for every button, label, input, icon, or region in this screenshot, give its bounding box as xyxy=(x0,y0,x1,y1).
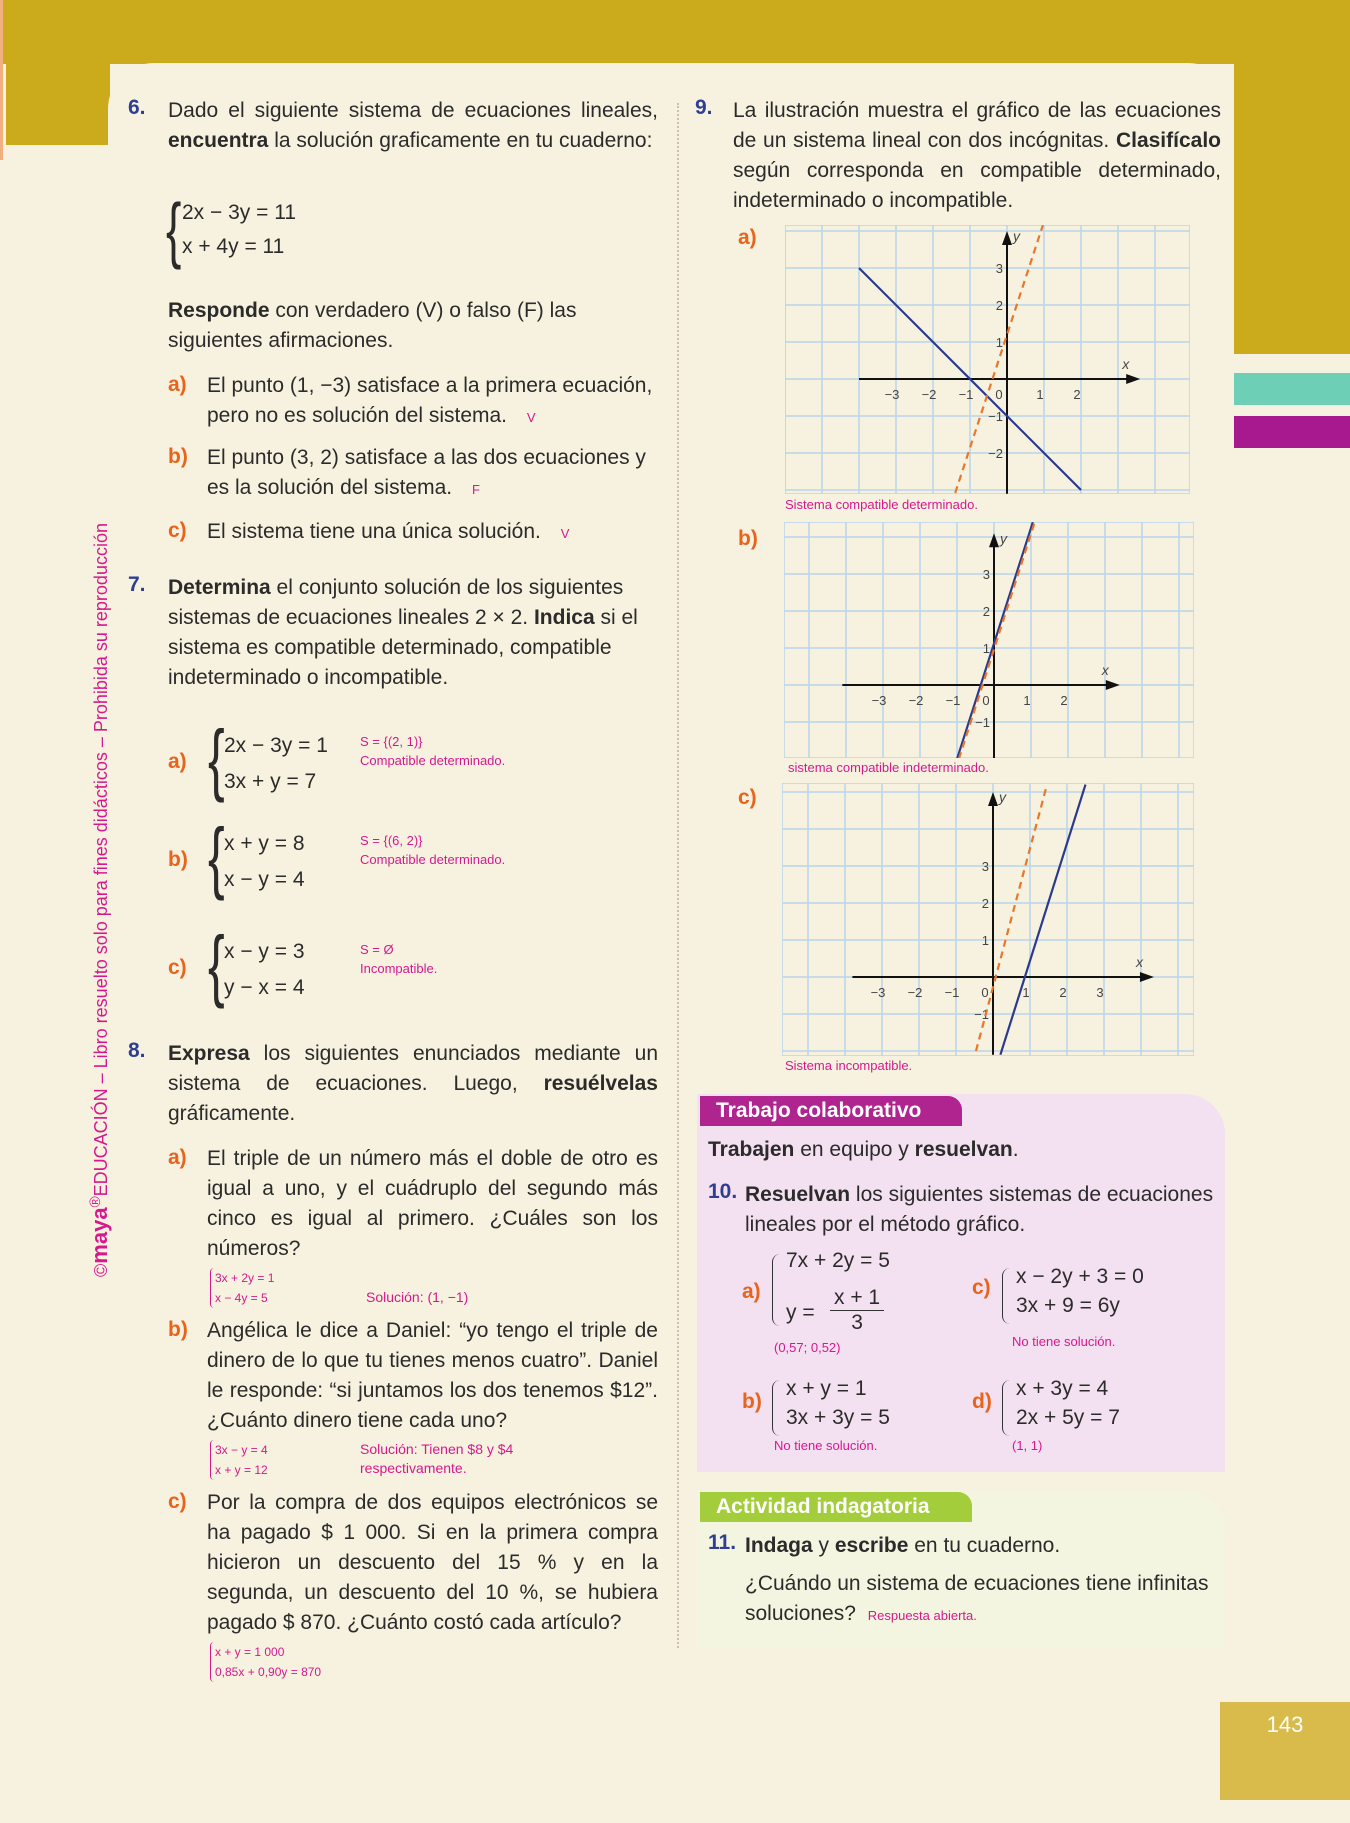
y-axis-label: y xyxy=(1013,228,1020,244)
q8c-system xyxy=(210,1642,321,1682)
brace-icon xyxy=(772,1254,780,1326)
q9-t1: La ilustración muestra el gráfico de las ecuaciones de un sistema lineal con dos incógnitas. xyxy=(733,99,1221,152)
x-tick-label: −2 xyxy=(907,985,923,1000)
eq-line: x + y = 12 xyxy=(215,1463,268,1477)
q11-number: 11. xyxy=(708,1531,737,1554)
answer-class: Incompatible. xyxy=(360,961,438,976)
q6-number: 6. xyxy=(128,96,146,119)
x-tick-label: −3 xyxy=(884,387,900,402)
eq-line: y − x = 4 xyxy=(224,976,305,999)
item-text: Por la compra de dos equipos electrónicos se ha pagado $ 1 000. Si en la primera compra hicieron un descuento del 15 % y en la segunda, un descuento del 10 %, se hubiera pagado $ 870. ¿Cuánto costó cada artículo? xyxy=(207,1491,658,1634)
y-tick-label: 2 xyxy=(995,298,1003,313)
eq-line: 7x + 2y = 5 xyxy=(786,1249,890,1272)
q8-t2: gráficamente. xyxy=(168,1102,296,1125)
q8b-system xyxy=(210,1440,268,1480)
bold: escribe xyxy=(834,1534,909,1557)
right-tab-teal xyxy=(1234,373,1350,405)
item-answer: (0,57; 0,52) xyxy=(774,1340,841,1355)
eq-line: 3x + 3y = 5 xyxy=(786,1406,890,1429)
column-divider xyxy=(677,103,679,1648)
x-axis-arrow-icon xyxy=(1106,680,1120,690)
y-tick-label: −1 xyxy=(974,1007,989,1022)
graph-a-letter: a) xyxy=(738,226,757,249)
q8-item-a xyxy=(168,1144,658,1310)
y-tick-label: −1 xyxy=(975,715,990,730)
item-letter: d) xyxy=(972,1390,992,1413)
numerator: x + 1 xyxy=(830,1286,884,1311)
x-tick-label: −3 xyxy=(870,985,886,1000)
item-answer: F xyxy=(471,482,480,497)
item-letter: c) xyxy=(168,519,187,542)
y-tick-label: 3 xyxy=(982,567,990,582)
brace-icon xyxy=(772,1380,780,1436)
y-axis-arrow-icon xyxy=(989,533,999,547)
x-axis-arrow-icon xyxy=(1126,374,1140,384)
q8-item-b xyxy=(168,1316,658,1482)
responde-bold: Responde xyxy=(168,299,270,322)
y-tick-label: 1 xyxy=(981,933,989,948)
text: los siguientes sistemas de ecuaciones lineales por el método gráfico. xyxy=(745,1183,1214,1236)
q8-number: 8. xyxy=(128,1039,146,1062)
q9-text xyxy=(733,96,1221,216)
bold: Resuelvan xyxy=(745,1183,851,1206)
eq-line: x + 3y = 4 xyxy=(1016,1377,1109,1400)
q8-text xyxy=(168,1039,658,1129)
eq-line: x + y = 1 000 xyxy=(215,1645,285,1659)
item-answer: V xyxy=(560,526,570,541)
graph-b-caption: sistema compatible indeterminado. xyxy=(788,760,989,775)
q7-text xyxy=(168,573,658,693)
answer-set: S = Ø xyxy=(360,942,394,957)
x-tick-label: 1 xyxy=(1022,985,1030,1000)
q6-item-c xyxy=(168,517,658,547)
item-letter: a) xyxy=(742,1280,761,1303)
eq-line: x − 2y + 3 = 0 xyxy=(1016,1265,1144,1288)
y-tick-label: −2 xyxy=(988,446,1003,461)
x-tick-label: 3 xyxy=(1096,985,1104,1000)
x-tick-label: 0 xyxy=(982,693,990,708)
q6-eq1: 2x − 3y = 11 xyxy=(182,201,297,224)
brand-logo: maya xyxy=(87,1207,112,1264)
text: y xyxy=(812,1534,835,1557)
graph-c-letter: c) xyxy=(738,786,757,809)
right-tab-magenta xyxy=(1234,416,1350,448)
item-text: El triple de un número más el doble de otro es igual a uno, y el cuádruplo del segundo más cinco es igual al primero. ¿Cuáles son los números? xyxy=(207,1147,658,1260)
copyright-credit xyxy=(87,523,113,1277)
brace-icon xyxy=(1002,1268,1010,1324)
q8-bold2: resuélvelas xyxy=(543,1072,658,1095)
q6-bold: encuentra xyxy=(168,129,269,152)
bold: Indaga xyxy=(745,1534,813,1557)
denominator: 3 xyxy=(851,1311,863,1334)
item-letter: b) xyxy=(168,1318,188,1341)
right-tab-gold xyxy=(1234,0,1350,354)
q11-answer: Respuesta abierta. xyxy=(867,1608,977,1623)
top-banner xyxy=(0,0,1350,64)
q7-item-b xyxy=(168,812,658,902)
credit-text: EDUCACIÓN – Libro resuelto solo para fines didácticos – Prohibida su reproducción xyxy=(91,523,111,1197)
q6-t1: Dado el siguiente sistema de ecuaciones lineales, xyxy=(168,99,658,122)
q7-bold2: Indica xyxy=(533,606,595,629)
item-letter: a) xyxy=(168,373,187,396)
q6-item-b xyxy=(168,443,658,503)
item-answer: No tiene solución. xyxy=(774,1438,878,1453)
q8-item-c xyxy=(168,1488,658,1684)
text: en equipo y xyxy=(794,1138,915,1161)
brace-icon: { xyxy=(208,920,225,1010)
item-text: El punto (3, 2) satisface a las dos ecuaciones y es la solución del sistema. xyxy=(207,446,646,499)
x-axis-label: x xyxy=(1135,954,1143,970)
answer-line: respectivamente. xyxy=(360,1460,467,1476)
q6-eq2: x + 4y = 11 xyxy=(182,235,285,258)
eq-line: 0,85x + 0,90y = 870 xyxy=(215,1665,322,1679)
graph-a xyxy=(785,225,1190,494)
y-tick-label: 3 xyxy=(981,859,989,874)
dashed-equation-line xyxy=(976,785,1047,1051)
y-tick-label: 2 xyxy=(982,604,990,619)
answer-set: S = {(6, 2)} xyxy=(360,833,423,848)
x-tick-label: −1 xyxy=(945,693,961,708)
x-axis-label: x xyxy=(1122,356,1130,372)
answer-class: Compatible determinado. xyxy=(360,753,506,768)
answer-set: S = {(2, 1)} xyxy=(360,734,423,749)
q7-number: 7. xyxy=(128,573,146,596)
item-answer: (1, 1) xyxy=(1012,1438,1043,1453)
x-tick-label: 2 xyxy=(1059,985,1067,1000)
y-axis-label: y xyxy=(1000,530,1007,547)
brace-icon xyxy=(1002,1380,1010,1436)
q9-t2: según corresponda en compatible determinado, indeterminado o incompatible. xyxy=(733,159,1221,212)
x-tick-label: 2 xyxy=(1073,387,1081,402)
eq-line: 3x + 2y = 1 xyxy=(215,1271,275,1285)
eq-line: 3x − y = 4 xyxy=(215,1443,268,1457)
q7-item-c xyxy=(168,920,658,1010)
x-tick-label: 1 xyxy=(1023,693,1031,708)
eq-line: 2x + 5y = 7 xyxy=(1016,1406,1120,1429)
q6-system xyxy=(166,187,297,271)
graph-b xyxy=(784,522,1194,758)
q7-t1: el conjunto solución de los siguientes sistemas de ecuaciones lineales 2 × 2. xyxy=(168,576,624,629)
q10-text xyxy=(745,1180,1215,1240)
brace-icon: { xyxy=(208,714,225,804)
fraction xyxy=(830,1286,884,1335)
q8b-answer xyxy=(360,1440,513,1478)
left-corner-banner xyxy=(6,0,110,145)
registered-symbol: ® xyxy=(87,1196,104,1208)
item-letter: b) xyxy=(168,848,188,871)
bold: resuelvan xyxy=(914,1138,1013,1161)
graph-a-caption: Sistema compatible determinado. xyxy=(785,497,978,512)
y-axis-label: y xyxy=(999,789,1006,805)
x-tick-label: −3 xyxy=(871,693,887,708)
trabajo-intro xyxy=(708,1135,1019,1165)
item-letter: a) xyxy=(168,750,187,773)
x-tick-label: −1 xyxy=(958,387,974,402)
eq-line: 2x − 3y = 1 xyxy=(224,734,328,757)
eq-line: x + y = 1 xyxy=(786,1377,867,1400)
left-edge-line xyxy=(0,0,3,160)
answer-line: Solución: Tienen $8 y $4 xyxy=(360,1441,514,1457)
y-axis-arrow-icon xyxy=(988,792,998,806)
bold: Trabajen xyxy=(708,1138,795,1161)
q8-items xyxy=(168,1144,658,1690)
x-tick-label: 0 xyxy=(995,387,1003,402)
q6-text xyxy=(168,96,658,156)
trabajo-colaborativo-header: Trabajo colaborativo xyxy=(700,1096,962,1126)
answer-class: Compatible determinado. xyxy=(360,852,506,867)
graph-c xyxy=(782,783,1194,1056)
page-number: 143 xyxy=(1220,1702,1350,1800)
eq-line: 3x + y = 7 xyxy=(224,770,317,793)
q6-responde xyxy=(168,296,658,356)
x-axis-label: x xyxy=(1101,662,1109,678)
brace-icon: { xyxy=(166,187,182,271)
graph-b-letter: b) xyxy=(738,527,758,550)
item-letter: c) xyxy=(972,1276,991,1299)
q8-t1: los siguientes enunciados mediante un sistema de ecuaciones. Luego, xyxy=(168,1042,658,1095)
q8-bold1: Expresa xyxy=(168,1042,250,1065)
text: . xyxy=(1012,1138,1019,1161)
eq-line: 3x + 9 = 6y xyxy=(1016,1294,1120,1317)
text: en tu cuaderno. xyxy=(908,1534,1061,1557)
item-text: Angélica le dice a Daniel: “yo tengo el triple de dinero de lo que tu tienes menos cuatro”. Daniel le responde: “si juntamos los dos tenemos $12”. ¿Cuánto dinero tiene cada uno? xyxy=(207,1319,658,1432)
q7-item-a xyxy=(168,714,658,804)
q10-number: 10. xyxy=(708,1180,738,1203)
eq-line: x − y = 3 xyxy=(224,940,305,963)
q9-bold: Clasifícalo xyxy=(1115,129,1221,152)
y-axis-arrow-icon xyxy=(1002,231,1012,245)
item-text: El punto (1, −3) satisface a la primera ecuación, pero no es solución del sistema. xyxy=(207,374,653,427)
x-tick-label: −1 xyxy=(944,985,960,1000)
item-letter: c) xyxy=(168,1490,187,1513)
eq-lhs: y = xyxy=(786,1301,815,1324)
item-text: El sistema tiene una única solución. xyxy=(207,520,541,543)
brace-icon: { xyxy=(208,812,225,902)
item-letter: b) xyxy=(168,445,188,468)
q11-text xyxy=(745,1531,1060,1561)
copyright-symbol: © xyxy=(91,1263,111,1277)
q8a-answer: Solución: (1, −1) xyxy=(366,1289,469,1305)
x-tick-label: −2 xyxy=(908,693,924,708)
y-tick-label: 1 xyxy=(995,335,1003,350)
responde-text: con verdadero (V) o falso (F) las siguientes afirmaciones. xyxy=(168,299,577,352)
q6-item-a xyxy=(168,371,658,431)
item-answer: V xyxy=(526,410,536,425)
x-tick-label: 2 xyxy=(1060,693,1068,708)
q11-question xyxy=(745,1569,1215,1629)
actividad-indagatoria-header: Actividad indagatoria xyxy=(700,1492,972,1522)
x-tick-label: 0 xyxy=(981,985,989,1000)
eq-line: x − 4y = 5 xyxy=(215,1291,268,1305)
x-axis-arrow-icon xyxy=(1140,972,1154,982)
y-tick-label: −1 xyxy=(988,409,1003,424)
graph-c-caption: Sistema incompatible. xyxy=(785,1058,913,1073)
q7-t2: si el sistema es compatible determinado, compatible indeterminado o incompatible. xyxy=(168,606,638,689)
question-text: ¿Cuándo un sistema de ecuaciones tiene infinitas soluciones? xyxy=(745,1572,1209,1625)
y-tick-label: 1 xyxy=(982,641,990,656)
q7-bold1: Determina xyxy=(168,576,271,599)
q10-item-a xyxy=(742,1250,962,1360)
eq-line: x + y = 8 xyxy=(224,832,305,855)
q8a-system xyxy=(210,1268,274,1308)
item-answer: No tiene solución. xyxy=(1012,1334,1116,1349)
item-letter: a) xyxy=(168,1146,187,1169)
q6-t2: la solución graficamente en tu cuaderno: xyxy=(268,129,653,152)
y-tick-label: 2 xyxy=(981,896,989,911)
item-letter: b) xyxy=(742,1390,762,1413)
x-tick-label: −2 xyxy=(921,387,937,402)
item-letter: c) xyxy=(168,956,187,979)
x-tick-label: 1 xyxy=(1036,387,1044,402)
y-tick-label: 3 xyxy=(995,261,1003,276)
eq-line: x − y = 4 xyxy=(224,868,305,891)
q9-number: 9. xyxy=(695,96,713,119)
